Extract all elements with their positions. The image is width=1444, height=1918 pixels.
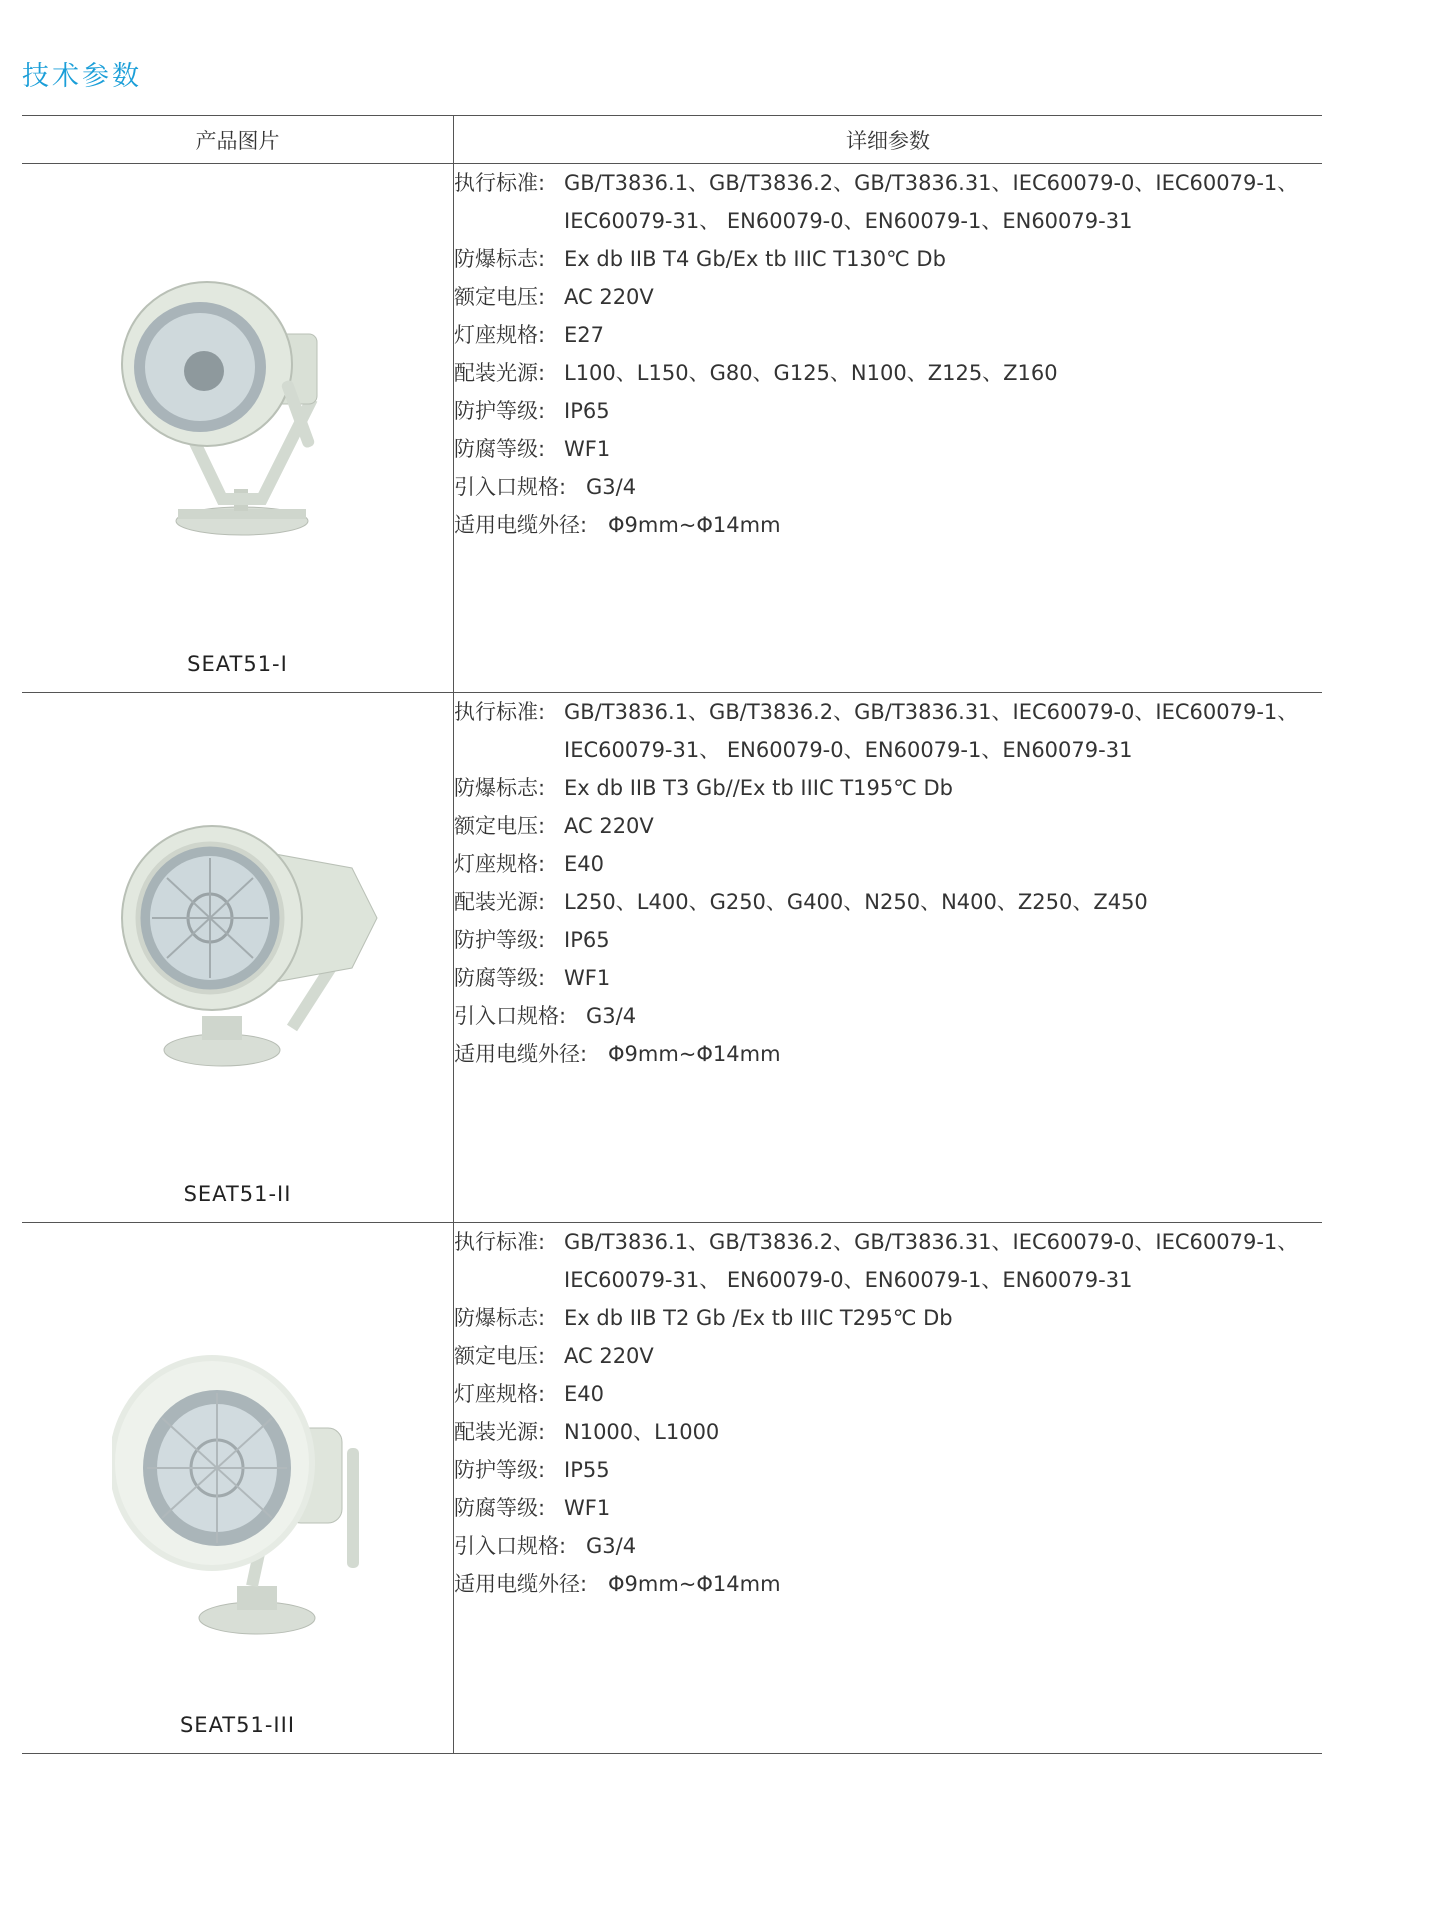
table-row <box>22 1223 1322 1754</box>
param-inlet: 引入口规格: G3/4 <box>454 1534 637 1558</box>
param-lamp: 配装光源: L250、L400、G250、G400、N250、N400、Z250、Z450 <box>454 890 1148 914</box>
param-inlet: 引入口规格: G3/4 <box>454 475 637 499</box>
product-model: SEAT51-I <box>187 652 288 676</box>
param-voltage: 额定电压: AC 220V <box>454 814 654 838</box>
explosion-proof-floodlight-large-icon <box>112 1318 382 1648</box>
param-voltage: 额定电压: AC 220V <box>454 1344 654 1368</box>
param-ex-marking: 防爆标志: Ex db IIB T3 Gb//Ex tb IIIC T195℃ Db <box>454 776 953 800</box>
param-ex-marking: 防爆标志: Ex db IIB T4 Gb/Ex tb IIIC T130℃ Db <box>454 247 946 271</box>
product-model: SEAT51-II <box>183 1182 292 1206</box>
param-standard: 执行标准: GB/T3836.1、GB/T3836.2、GB/T3836.31、IEC60079-0、IEC60079-1、 IEC60079-31、 EN60079-0、EN60079-1、EN60079-31 <box>454 700 1299 762</box>
header-product-image: 产品图片 <box>22 116 454 164</box>
param-cable: 适用电缆外径: Φ9mm~Φ14mm <box>454 513 781 537</box>
product-params-cell <box>454 693 1323 1223</box>
param-inlet: 引入口规格: G3/4 <box>454 1004 637 1028</box>
param-socket: 灯座规格: E40 <box>454 852 604 876</box>
table-row <box>22 693 1322 1223</box>
param-socket: 灯座规格: E27 <box>454 323 604 347</box>
param-ip-rating: 防护等级: IP65 <box>454 399 610 423</box>
param-anticorrosion: 防腐等级: WF1 <box>454 1496 611 1520</box>
product-model: SEAT51-III <box>179 1713 296 1737</box>
page-title: 技术参数 <box>22 61 142 93</box>
explosion-proof-floodlight-guard-icon <box>112 788 382 1088</box>
product-params-cell <box>454 164 1323 693</box>
product-image-cell <box>22 693 454 1223</box>
spec-table <box>22 115 1322 1754</box>
explosion-proof-floodlight-icon <box>112 259 362 549</box>
param-anticorrosion: 防腐等级: WF1 <box>454 437 611 461</box>
product-params-cell <box>454 1223 1323 1754</box>
param-socket: 灯座规格: E40 <box>454 1382 604 1406</box>
product-image-cell <box>22 1223 454 1754</box>
param-lamp: 配装光源: L100、L150、G80、G125、N100、Z125、Z160 <box>454 361 1058 385</box>
param-voltage: 额定电压: AC 220V <box>454 285 654 309</box>
table-row <box>22 164 1322 693</box>
param-cable: 适用电缆外径: Φ9mm~Φ14mm <box>454 1572 781 1596</box>
param-ex-marking: 防爆标志: Ex db IIB T2 Gb /Ex tb IIIC T295℃ Db <box>454 1306 953 1330</box>
product-image-cell <box>22 164 454 693</box>
param-cable: 适用电缆外径: Φ9mm~Φ14mm <box>454 1042 781 1066</box>
param-standard: 执行标准: GB/T3836.1、GB/T3836.2、GB/T3836.31、IEC60079-0、IEC60079-1、 IEC60079-31、 EN60079-0、EN60079-1、EN60079-31 <box>454 1230 1299 1292</box>
param-ip-rating: 防护等级: IP55 <box>454 1458 610 1482</box>
param-standard: 执行标准: GB/T3836.1、GB/T3836.2、GB/T3836.31、IEC60079-0、IEC60079-1、 IEC60079-31、 EN60079-0、EN60079-1、EN60079-31 <box>454 171 1299 233</box>
table-header-row <box>22 116 1322 164</box>
param-lamp: 配装光源: N1000、L1000 <box>454 1420 720 1444</box>
header-detail-params: 详细参数 <box>454 116 1323 164</box>
param-ip-rating: 防护等级: IP65 <box>454 928 610 952</box>
param-anticorrosion: 防腐等级: WF1 <box>454 966 611 990</box>
